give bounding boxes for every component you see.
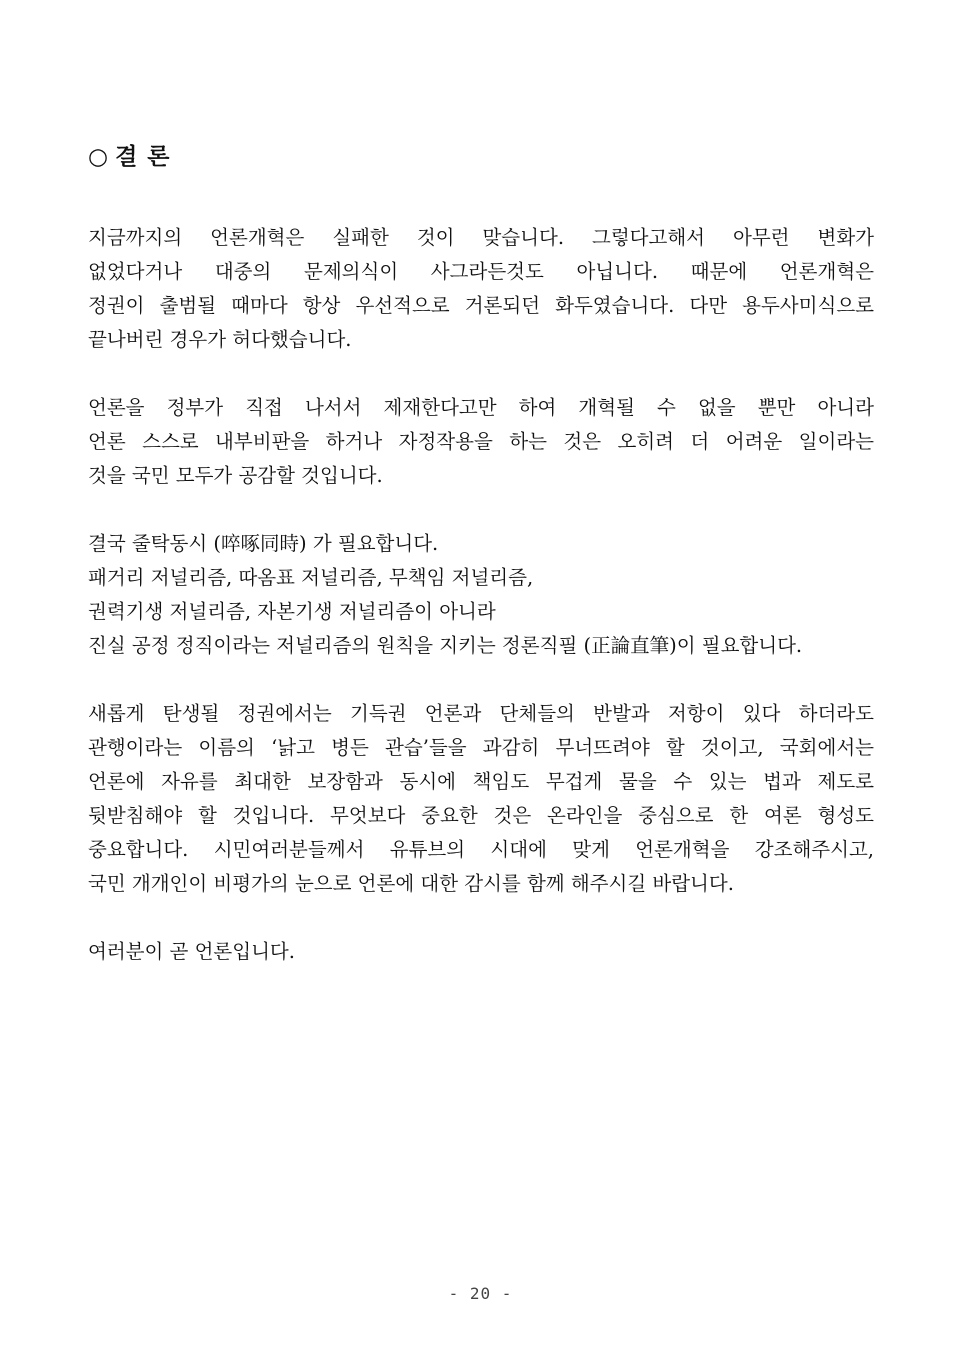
paragraph-line: 패거리 저널리즘, 따옴표 저널리즘, 무책임 저널리즘, [88,566,534,589]
paragraph-line: 관행이라는 이름의 ‘낡고 병든 관습’들을 과감히 무너뜨려야 할 것이고, 국회에서는 [88,736,874,759]
section-heading [88,142,171,172]
paragraph-line: 없었다거나 대중의 문제의식이 사그라든것도 아닙니다. 때문에 언론개혁은 [88,260,874,283]
paragraph-line: 국민 개개인이 비평가의 눈으로 언론에 대한 감시를 함께 해주시길 바랍니다. [88,872,734,895]
paragraph-3 [88,527,874,663]
paragraph-line: 정권이 출범될 때마다 항상 우선적으로 거론되던 화두였습니다. 다만 용두사미식으로 [88,294,874,317]
heading-title: 결 론 [115,144,171,170]
paragraph-line: 새롭게 탄생될 정권에서는 기득권 언론과 단체들의 반발과 저항이 있다 하더라도 [88,702,874,725]
circle-bullet-icon: ○ [88,144,110,170]
paragraph-line: 끝나버린 경우가 허다했습니다. [88,328,352,351]
paragraph-line: 결국 줄탁동시 (啐啄同時) 가 필요합니다. [88,532,439,555]
paragraph-line: 진실 공정 정직이라는 저널리즘의 원칙을 지키는 정론직필 (正論直筆)이 필요합니다. [88,634,803,657]
paragraph-5 [88,935,874,969]
paragraph-line: 중요합니다. 시민여러분들께서 유튜브의 시대에 맞게 언론개혁을 강조해주시고, [88,838,874,861]
paragraph-line: 뒷받침해야 할 것입니다. 무엇보다 중요한 것은 온라인을 중심으로 한 여론 형성도 [88,804,874,827]
paragraph-line: 언론에 자유를 최대한 보장함과 동시에 책임도 무겁게 물을 수 있는 법과 제도로 [88,770,874,793]
paragraph-line: 지금까지의 언론개혁은 실패한 것이 맞습니다. 그렇다고해서 아무런 변화가 [88,226,874,249]
page-number: - 20 - [448,1284,513,1303]
paragraph-4 [88,697,874,901]
paragraph-line: 언론을 정부가 직접 나서서 제재한다고만 하여 개혁될 수 없을 뿐만 아니라 [88,396,874,419]
paragraph-line: 언론 스스로 내부비판을 하거나 자정작용을 하는 것은 오히려 더 어려운 일이라는 [88,430,874,453]
paragraph-line: 것을 국민 모두가 공감할 것입니다. [88,464,383,487]
paragraph-2 [88,391,874,493]
paragraph-line: 여러분이 곧 언론입니다. [88,940,295,963]
paragraph-line: 권력기생 저널리즘, 자본기생 저널리즘이 아니라 [88,600,496,623]
paragraph-1 [88,221,874,357]
